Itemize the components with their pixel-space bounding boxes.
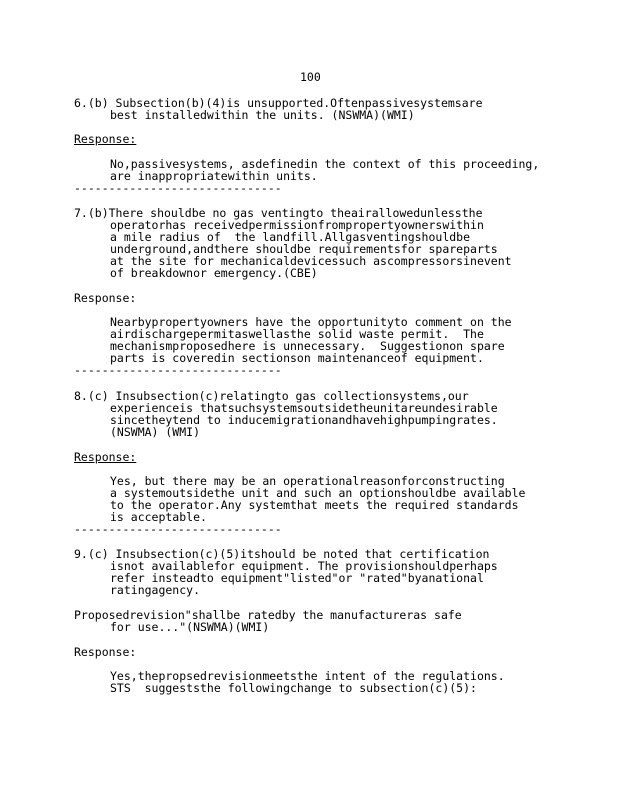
comment-8-line-4: (NSWMA) (WMI) [110,425,201,439]
response-9-label: Response: [74,645,137,659]
comment-9-line-2: isnot availablefor equipment. The provisionshouldperhaps [110,559,498,573]
comment-7-line-2: operatorhas receivedpermissionfrompropertyownerswithin [110,218,484,232]
response-6-line-2: are inappropriatewithin units. [110,169,318,183]
page-number: 100 [300,70,321,84]
response-9-line-2: STS suggeststhe followingchange to subsection(c)(5): [110,681,477,695]
response-8-line-4: is acceptable. [110,510,207,524]
comment-8-line-3: sincetheytend to inducemigrationandhavehighpumpingrates. [110,413,498,427]
response-7-line-1: Nearbypropertyowners have the opportunityto comment on the [110,315,512,329]
proposed-revision-line-2: for use..."(NSWMA)(WMI) [110,620,270,634]
proposed-revision-line-1: Proposedrevision"shallbe ratedby the manufactureras safe [74,608,462,622]
comment-7-line-5: at the site for mechanicaldevicessuch ascompressorsinevent [110,254,512,268]
response-7-line-2: airdischargepermitaswellasthe solid waste permit. The [110,327,484,341]
comment-9-line-3: refer insteadto equipment"listed"or "rated"byanational [110,571,484,585]
separator-7: ------------------------------ [74,363,282,377]
comment-8-line-2: experienceis thatsuchsystemsoutsidetheunitareundesirable [110,401,498,415]
response-8-label: Response: [74,450,137,464]
comment-6-line-1: 6.(b) Subsection(b)(4)is unsupported.Oftenpassivesystemsare [74,96,483,110]
comment-7-line-4: underground,andthere shouldbe requirementsfor spareparts [110,242,498,256]
comment-8-line-1: 8.(c) Insubsection(c)relatingto gas collectionsystems,our [74,389,469,403]
response-9-line-1: Yes,thepropsedrevisionmeetsthe intent of the regulations. [110,669,505,683]
comment-9-line-4: ratingagency. [110,583,201,597]
response-7-line-3: mechanismproposedhere is unnecessary. Suggestionon spare [110,339,505,353]
response-6-line-1: No,passivesystems, asdefinedin the context of this proceeding, [110,157,540,171]
response-8-line-2: a systemoutsidethe unit and such an optionshouldbe available [110,486,526,500]
comment-7-line-1: 7.(b)There shouldbe no gas ventingto theairallowedunlessthe [74,206,483,220]
comment-7-line-3: a mile radius of the landfill.Allgasventingshouldbe [110,230,471,244]
comment-7-line-6: of breakdownor emergency.(CBE) [110,266,318,280]
comment-9-line-1: 9.(c) Insubsection(c)(5)itshould be noted that certification [74,547,490,561]
response-6-label: Response: [74,132,137,146]
separator-6: ------------------------------ [74,181,282,195]
comment-6-line-2: best installedwithin the units. (NSWMA)(WMI) [110,108,415,122]
response-8-line-1: Yes, but there may be an operationalreasonforconstructing [110,474,505,488]
response-8-line-3: to the operator.Any systemthat meets the required standards [110,498,519,512]
response-7-label: Response: [74,291,137,305]
response-7-line-4: parts is coveredin sectionson maintenanceof equipment. [110,351,484,365]
separator-8: ------------------------------ [74,522,282,536]
